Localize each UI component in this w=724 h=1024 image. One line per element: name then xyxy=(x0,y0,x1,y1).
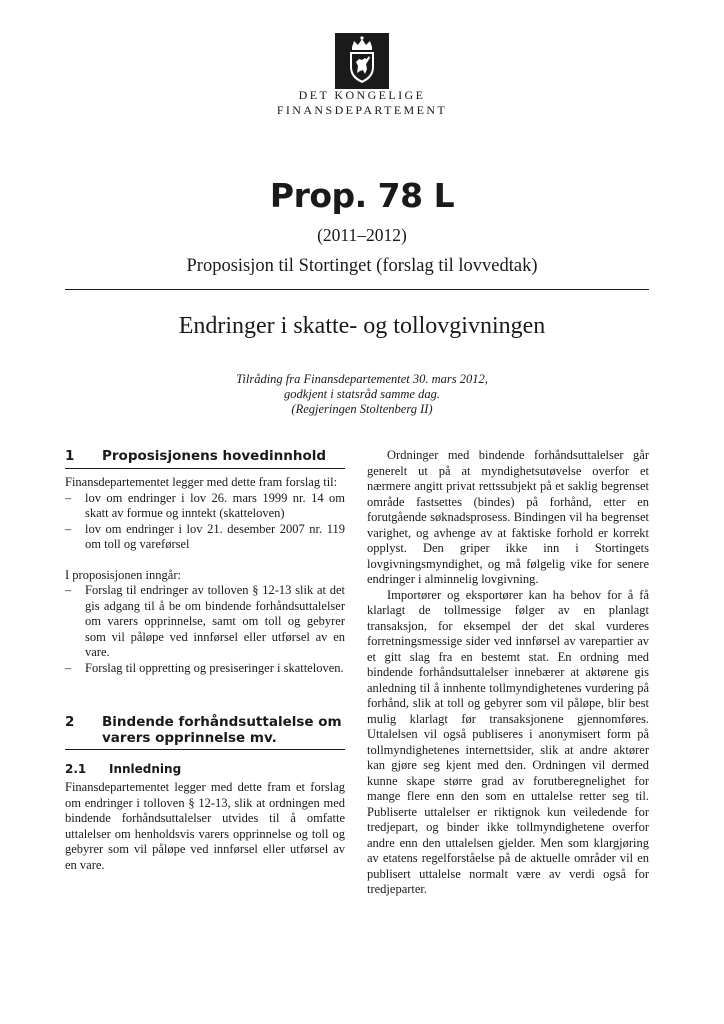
list-item xyxy=(65,661,345,677)
section-2-number: 2 xyxy=(65,714,75,730)
approval-line-1: Tilråding fra Finansdepartementet 30. mars 2012, xyxy=(236,372,488,386)
list-item-text: Forslag til endringer av tolloven § 12-13 slik at det gis adgang til å be om bindende forhåndsuttalelser om varers opprinnelse, samt om toll og gebyrer som vil påløpe ved innførsel eller utførsel av en vare. xyxy=(85,583,345,659)
section-1-title: Proposisjonens hovedinnhold xyxy=(102,448,327,464)
session-years: (2011–2012) xyxy=(317,225,407,245)
list-dash: – xyxy=(65,521,72,536)
section-1-list-intro: I proposisjonen inngår: xyxy=(65,567,181,582)
list-item-text: Forslag til oppretting og presiseringer i skatteloven. xyxy=(85,660,344,675)
section-1-number: 1 xyxy=(65,448,75,464)
coat-of-arms-icon xyxy=(335,33,389,89)
section-2-1-title: Innledning xyxy=(109,762,182,776)
section-2-1-heading xyxy=(65,762,345,776)
right-paragraph-2: Importører og eksportører kan ha behov for å få klarlagt de tollmessige følger av en planlagt transaksjon, for eksempel der det skal vurderes forretningsmessige sider ved innførsel av varepartier av et gitt slag fra en bestemt stat. En ordning med bindende forhåndsuttalelser innebærer at aktørene gis anledning til å innhente tollmyndighetenes vurdering på forhånd, slik at toll og gebyrer som vil påløpe, blir best mulig klarlagt før transaksjonene gjennomføres. Uttalelsen vil også publiseres i anonymisert form på tollmyndighetenes internettsider, slik at andre aktører kan gjøre seg kjent med den. Ordningen vil dermed kunne skape større grad av forutberegnelighet for mange flere enn den som en uttalelse retter seg til. Publiserte uttalelser er riktignok kun veiledende for tredjepart, og binder ikke tollmyndighetene overfor andre enn den uttalelsen gjelder. Men som klargjøring av etatens regelforståelse på de aktuelle områder vil en publisert uttalelse normalt være av verdi også for tredjeparter. xyxy=(367,587,649,896)
section-1-heading xyxy=(65,448,345,469)
section-2-1-paragraph: Finansdepartementet legger med dette fram et forslag om endringer i tolloven § 12-13, slik at ordningen med bindende forhåndsuttalelser utvides til å omfatte uttalelser om henholdsvis varers opprinnelse og toll og gebyrer som vil påløpe ved innførsel eller utførsel av en vare. xyxy=(65,780,345,872)
list-dash: – xyxy=(65,490,72,505)
list-item-text: lov om endringer i lov 26. mars 1999 nr. 14 om skatt av formue og inntekt (skatteloven) xyxy=(85,490,345,520)
section-2-heading xyxy=(65,714,345,750)
left-column xyxy=(65,448,345,873)
section-2-1-number: 2.1 xyxy=(65,762,87,776)
ministry-name-line1: DET KONGELIGE xyxy=(298,88,426,102)
title-divider xyxy=(65,289,649,290)
right-column xyxy=(367,448,649,898)
approval-line-3: (Regjeringen Stoltenberg II) xyxy=(291,402,433,416)
document-title: Endringer i skatte- og tollovgivningen xyxy=(178,313,546,339)
list-item xyxy=(65,491,345,522)
list-dash: – xyxy=(65,660,72,675)
list-dash: – xyxy=(65,583,72,597)
right-paragraph-1: Ordninger med bindende forhåndsuttalelser går generelt ut på at myndighetsutøvelse overfor et nærmere angitt privat rettssubjekt på et saklig begrenset område fastsettes (bindes) på forhånd, etter en forutgående søknadsprosess. Bindingen vil ha begrenset varighet, og avhenge av at faktiske forhold er korrekt opplyst. Den griper ikke inn i Stortingets lovgivningsmyndighet, og må følgelig vike for senere endringer i alminnelig lovgivning. xyxy=(367,448,649,586)
list-item-text: lov om endringer i lov 21. desember 2007 nr. 119 om toll og vareførsel xyxy=(85,521,345,551)
proposition-number: Prop. 78 L xyxy=(269,176,455,215)
list-item xyxy=(65,522,345,553)
list-item xyxy=(65,583,345,661)
approval-line-2: godkjent i statsråd samme dag. xyxy=(284,387,440,401)
section-1-intro: Finansdepartementet legger med dette fram forslag til: xyxy=(65,475,338,489)
section-2-title: Bindende forhåndsuttalelse om varers opprinnelse mv. xyxy=(102,714,342,746)
proposition-subtitle: Proposisjon til Stortinget (forslag til lovvedtak) xyxy=(186,256,538,276)
ministry-name-line2: FINANSDEPARTEMENT xyxy=(276,103,448,117)
